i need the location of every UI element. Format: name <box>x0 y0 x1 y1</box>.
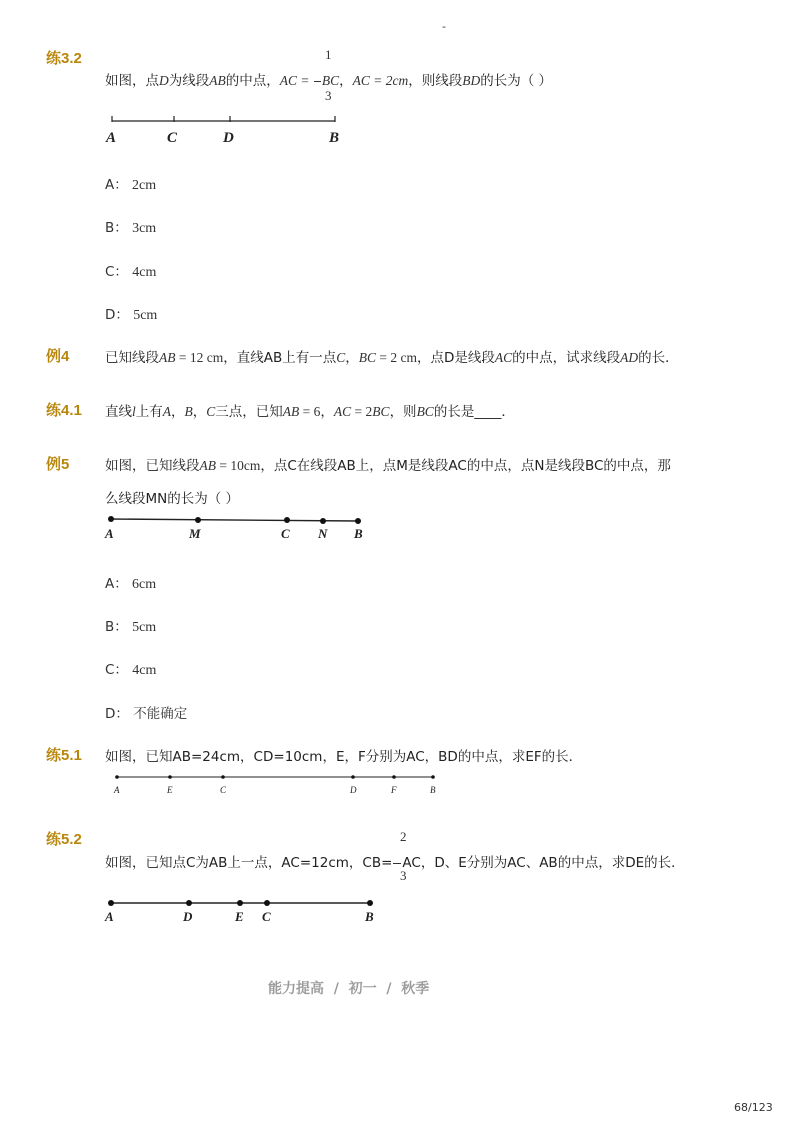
fraction-numerator: 2 <box>400 829 407 844</box>
point-label-d: D <box>183 909 193 924</box>
point-label-b: B <box>329 130 340 146</box>
segment-diagram-5-2 <box>100 893 390 929</box>
option-b[interactable]: B： 3cm <box>105 220 157 236</box>
point-label-d: D <box>223 130 234 146</box>
example-label-4: 例4 <box>46 348 70 365</box>
point-label-b: B <box>365 909 374 924</box>
option-a[interactable]: A： 6cm <box>105 576 157 592</box>
point-c <box>284 517 290 523</box>
fraction-denominator: 3 <box>325 88 332 103</box>
example-text-5: 如图，已知线段AB = 10cm，点C在线段AB上，点M是线段AC的中点，点N是线段BC的中点，那 <box>105 458 671 474</box>
problem-label-4-1: 练4.1 <box>46 402 82 419</box>
option-c[interactable]: C： 4cm <box>105 662 157 678</box>
example-label-5: 例5 <box>46 456 70 473</box>
point-label-a: A <box>106 130 117 146</box>
option-a[interactable]: A： 2cm <box>105 177 157 193</box>
fraction-denominator: 3 <box>400 868 407 883</box>
point-a <box>108 900 114 906</box>
point-label-a: A <box>105 526 114 541</box>
point-b <box>367 900 373 906</box>
point-c <box>221 775 225 779</box>
point-c <box>264 900 270 906</box>
point-e <box>237 900 243 906</box>
example-text-5-line-2: 么线段MN的长为（ ） <box>105 491 240 507</box>
segment-diagram-3-2 <box>100 110 360 150</box>
option-d[interactable]: D： 5cm <box>105 307 158 323</box>
point-b <box>431 775 435 779</box>
problem-text-3-2: 如图，点D为线段AB的中点，AC = BC，AC = 2cm，则线段BD的长为（ ） <box>105 73 553 89</box>
segment-diagram-5 <box>100 510 380 548</box>
point-label-b: B <box>430 785 436 795</box>
point-label-e: E <box>167 785 173 795</box>
page-number: 68/123 <box>734 1101 773 1114</box>
option-c[interactable]: C： 4cm <box>105 264 157 280</box>
point-label-c: C <box>281 526 290 541</box>
point-label-c: C <box>262 909 271 924</box>
point-label-n: N <box>318 526 328 541</box>
point-f <box>392 775 396 779</box>
point-label-m: M <box>189 526 201 541</box>
point-a <box>115 775 119 779</box>
point-n <box>320 518 326 524</box>
point-a <box>108 516 114 522</box>
point-label-b: B <box>354 526 363 541</box>
point-label-f: F <box>391 785 397 795</box>
problem-text-4-1: 直线l上有A，B，C三点，已知AB = 6，AC = 2BC，则BC的长是____． <box>105 404 515 420</box>
fraction-numerator: 1 <box>325 47 332 62</box>
page-footer: 能力提高 / 初一 / 秋季 <box>268 981 430 997</box>
top-mark: - <box>442 20 446 33</box>
point-label-c: C <box>167 130 178 146</box>
point-b <box>355 518 361 524</box>
point-label-c: C <box>220 785 227 795</box>
point-d <box>186 900 192 906</box>
problem-text-5-2: 如图，已知点C为AB上一点，AC=12cm，CB= AC，D、E分别为AC、AB的中点，求DE的长． <box>105 855 685 871</box>
problem-label-5-2: 练5.2 <box>46 831 82 848</box>
point-label-a: A <box>105 909 114 924</box>
point-label-d: D <box>350 785 357 795</box>
option-b[interactable]: B： 5cm <box>105 619 157 635</box>
point-m <box>195 517 201 523</box>
problem-label-3-2: 练3.2 <box>46 50 82 67</box>
problem-text-5-1: 如图，已知AB=24cm，CD=10cm，E，F分别为AC，BD的中点，求EF的长． <box>105 749 583 765</box>
point-d <box>351 775 355 779</box>
point-e <box>168 775 172 779</box>
segment-diagram-5-1 <box>100 768 450 800</box>
example-text-4: 已知线段AB = 12 cm，直线AB上有一点C，BC = 2 cm，点D是线段AC的中点，试求线段AD的长． <box>105 350 679 366</box>
point-label-e: E <box>235 909 244 924</box>
option-d[interactable]: D： 不能确定 <box>105 706 188 722</box>
point-label-a: A <box>114 785 120 795</box>
problem-label-5-1: 练5.1 <box>46 747 82 764</box>
